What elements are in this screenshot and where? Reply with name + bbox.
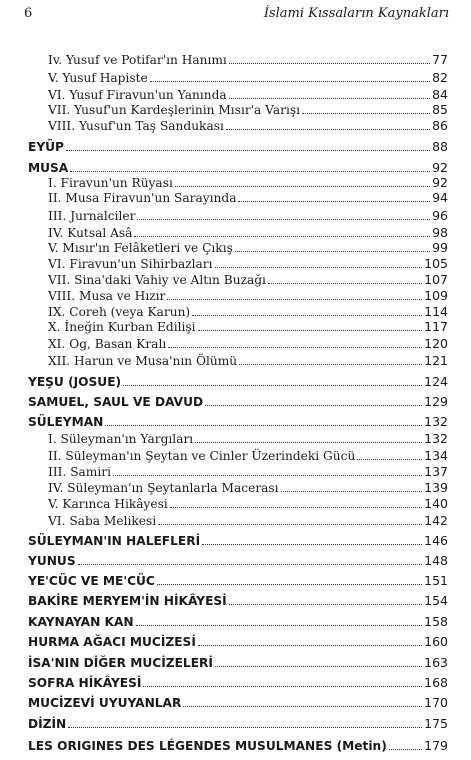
toc-section-entry bbox=[28, 634, 448, 650]
toc-entry-page: 92 bbox=[432, 160, 448, 175]
toc-section-entry bbox=[28, 593, 448, 609]
toc-entry-page: 142 bbox=[424, 513, 448, 528]
dot-leader bbox=[170, 507, 422, 508]
dot-leader bbox=[357, 459, 422, 460]
toc-entry-title: MUSA bbox=[28, 161, 69, 175]
toc-subsection-entry bbox=[28, 175, 448, 191]
toc-entry-page: 132 bbox=[424, 431, 448, 446]
toc-entry-title: I. Firavun'un Rüyası bbox=[48, 176, 173, 190]
dot-leader bbox=[205, 405, 422, 406]
toc-entry-title: DİZİN bbox=[28, 717, 67, 731]
toc-subsection-entry bbox=[28, 448, 448, 464]
toc-subsection-entry bbox=[28, 336, 448, 352]
dot-leader bbox=[198, 645, 422, 646]
toc-entry-title: X. İneğin Kurban Edilişi bbox=[48, 320, 196, 334]
dot-leader bbox=[229, 98, 430, 99]
toc-entry-title: I. Süleyman'ın Yargıları bbox=[48, 432, 194, 446]
toc-subsection-entry bbox=[28, 480, 448, 496]
toc-entry-page: 129 bbox=[424, 394, 448, 409]
toc-subsection-entry bbox=[28, 513, 448, 529]
dot-leader bbox=[157, 584, 422, 585]
toc-entry-page: 84 bbox=[432, 87, 448, 102]
dot-leader bbox=[229, 604, 422, 605]
dot-leader bbox=[202, 544, 422, 545]
toc-entry-title: VII. Sina'daki Vahiy ve Altın Buzağı bbox=[48, 273, 266, 287]
toc-entry-title: YEŞU (JOSUE) bbox=[28, 375, 122, 389]
toc-entry-page: 85 bbox=[432, 102, 448, 117]
toc-section-entry bbox=[28, 374, 448, 390]
dot-leader bbox=[183, 706, 422, 707]
dot-leader bbox=[123, 385, 422, 386]
toc-entry-title: SÜLEYMAN bbox=[28, 415, 104, 429]
dot-leader bbox=[70, 171, 430, 172]
toc-entry-page: 107 bbox=[424, 272, 448, 287]
dot-leader bbox=[78, 564, 423, 565]
toc-entry-page: 94 bbox=[432, 190, 448, 205]
toc-section-entry bbox=[28, 695, 448, 711]
toc-entry-title: II. Musa Firavun'un Sarayında bbox=[48, 191, 237, 205]
toc-entry-page: 140 bbox=[424, 496, 448, 511]
toc-entry-page: 158 bbox=[424, 614, 448, 629]
toc-entry-title: VIII. Yusuf'un Taş Sandukası bbox=[48, 119, 224, 133]
toc-entry-title: EYÜP bbox=[28, 140, 64, 154]
dot-leader bbox=[175, 186, 430, 187]
toc-subsection-entry bbox=[28, 70, 448, 86]
toc-entry-title: III. Jurnalciler bbox=[48, 209, 136, 223]
dot-leader bbox=[268, 283, 422, 284]
dot-leader bbox=[167, 299, 422, 300]
dot-leader bbox=[198, 330, 423, 331]
dot-leader bbox=[238, 201, 430, 202]
toc-entry-page: 160 bbox=[424, 634, 448, 649]
dot-leader bbox=[143, 686, 422, 687]
toc-entry-page: 117 bbox=[424, 319, 448, 334]
dot-leader bbox=[136, 625, 423, 626]
toc-entry-title: VII. Yusuf'un Kardeşlerinin Mısır'a Varışı bbox=[48, 103, 300, 117]
toc-entry-title: IV. Kutsal Asâ bbox=[48, 226, 133, 240]
toc-section-entry bbox=[28, 573, 448, 589]
toc-entry-title: Iv. Yusuf ve Potifar'ın Hanımı bbox=[48, 53, 227, 67]
dot-leader bbox=[158, 524, 422, 525]
toc-entry-page: 86 bbox=[432, 118, 448, 133]
toc-entry-title: LES ORIGINES DES LÉGENDES MUSULMANES (Metin) bbox=[28, 739, 387, 753]
toc-subsection-entry bbox=[28, 319, 448, 335]
toc-subsection-entry bbox=[28, 272, 448, 288]
toc-entry-title: VIII. Musa ve Hızır bbox=[48, 289, 166, 303]
toc-entry-title: V. Karınca Hikâyesi bbox=[48, 497, 168, 511]
toc-section-entry bbox=[28, 655, 448, 671]
page-number: 6 bbox=[24, 6, 33, 21]
toc-entry-page: 179 bbox=[424, 738, 448, 753]
toc-entry-page: 105 bbox=[424, 256, 448, 271]
toc-entry-title: YUNUS bbox=[28, 554, 76, 568]
toc-entry-title: V. Yusuf Hapiste bbox=[48, 71, 148, 85]
dot-leader bbox=[68, 727, 422, 728]
toc-entry-page: 132 bbox=[424, 414, 448, 429]
toc-entry-page: 77 bbox=[432, 52, 448, 67]
toc-entry-page: 175 bbox=[424, 716, 448, 731]
toc-subsection-entry bbox=[28, 240, 448, 256]
toc-entry-page: 168 bbox=[424, 675, 448, 690]
toc-entry-page: 114 bbox=[424, 304, 448, 319]
toc-subsection-entry bbox=[28, 102, 448, 118]
toc-section-entry bbox=[28, 394, 448, 410]
toc-section-entry bbox=[28, 160, 448, 176]
toc-entry-title: İSA'NIN DİĞER MUCİZELERİ bbox=[28, 656, 213, 670]
toc-section-entry bbox=[28, 716, 448, 732]
toc-subsection-entry bbox=[28, 304, 448, 320]
toc-subsection-entry bbox=[28, 190, 448, 206]
dot-leader bbox=[192, 315, 422, 316]
toc-entry-page: 170 bbox=[424, 695, 448, 710]
toc-entry-title: MUCİZEVİ UYUYANLAR bbox=[28, 696, 182, 710]
toc-section-entry bbox=[28, 738, 448, 754]
toc-entry-title: SOFRA HİKÂYESİ bbox=[28, 676, 142, 690]
toc-entry-title: VI. Firavun'un Sihirbazları bbox=[48, 257, 213, 271]
dot-leader bbox=[215, 267, 423, 268]
dot-leader bbox=[389, 749, 422, 750]
toc-subsection-entry bbox=[28, 353, 448, 369]
toc-entry-page: 92 bbox=[432, 175, 448, 190]
toc-entry-title: SÜLEYMAN'IN HALEFLERİ bbox=[28, 534, 201, 548]
toc-subsection-entry bbox=[28, 225, 448, 241]
toc-subsection-entry bbox=[28, 464, 448, 480]
page-header bbox=[24, 6, 449, 24]
toc-entry-page: 121 bbox=[424, 353, 448, 368]
toc-entry-title: IV. Süleyman'ın Şeytanlarla Macerası bbox=[48, 481, 279, 495]
dot-leader bbox=[302, 113, 430, 114]
dot-leader bbox=[226, 129, 430, 130]
toc-entry-title: V. Mısır'ın Felâketleri ve Çıkış bbox=[48, 241, 233, 255]
toc-subsection-entry bbox=[28, 208, 448, 224]
dot-leader bbox=[215, 666, 422, 667]
dot-leader bbox=[239, 364, 422, 365]
toc-entry-title: VI. Yusuf Firavun'un Yanında bbox=[48, 88, 227, 102]
toc-subsection-entry bbox=[28, 87, 448, 103]
toc-entry-page: 99 bbox=[432, 240, 448, 255]
running-title: İslami Kıssaların Kaynakları bbox=[263, 6, 449, 21]
toc-entry-page: 139 bbox=[424, 480, 448, 495]
toc-entry-page: 154 bbox=[424, 593, 448, 608]
toc-subsection-entry bbox=[28, 256, 448, 272]
dot-leader bbox=[66, 150, 430, 151]
toc-subsection-entry bbox=[28, 431, 448, 447]
toc-entry-page: 98 bbox=[432, 225, 448, 240]
toc-entry-page: 82 bbox=[432, 70, 448, 85]
dot-leader bbox=[134, 236, 430, 237]
toc-section-entry bbox=[28, 533, 448, 549]
toc-subsection-entry bbox=[28, 52, 448, 68]
toc-entry-title: YE'CÜC VE ME'CÜC bbox=[28, 574, 155, 588]
toc-entry-title: IX. Coreh (veya Karun) bbox=[48, 305, 191, 319]
dot-leader bbox=[281, 491, 423, 492]
toc-section-entry bbox=[28, 614, 448, 630]
toc-subsection-entry bbox=[28, 288, 448, 304]
toc-entry-page: 134 bbox=[424, 448, 448, 463]
dot-leader bbox=[229, 63, 430, 64]
toc-entry-title: HURMA AĞACI MUCİZESİ bbox=[28, 635, 196, 649]
toc-section-entry bbox=[28, 414, 448, 430]
toc-section-entry bbox=[28, 139, 448, 155]
toc-entry-title: KAYNAYAN KAN bbox=[28, 615, 134, 629]
toc-entry-page: 124 bbox=[424, 374, 448, 389]
toc-entry-page: 146 bbox=[424, 533, 448, 548]
toc-entry-page: 163 bbox=[424, 655, 448, 670]
dot-leader bbox=[105, 425, 422, 426]
toc-entry-title: II. Süleyman'ın Şeytan ve Cinler Üzerindeki Gücü bbox=[48, 449, 356, 463]
toc-entry-title: XI. Og, Basan Kralı bbox=[48, 337, 167, 351]
dot-leader bbox=[150, 81, 430, 82]
dot-leader bbox=[235, 251, 430, 252]
toc-entry-page: 137 bbox=[424, 464, 448, 479]
dot-leader bbox=[168, 347, 422, 348]
toc-entry-page: 120 bbox=[424, 336, 448, 351]
toc-entry-title: SAMUEL, SAUL VE DAVUD bbox=[28, 395, 204, 409]
toc-entry-page: 151 bbox=[424, 573, 448, 588]
toc-entry-title: XII. Harun ve Musa'nın Ölümü bbox=[48, 354, 238, 368]
toc-entry-page: 88 bbox=[432, 139, 448, 154]
toc-subsection-entry bbox=[28, 496, 448, 512]
toc-subsection-entry bbox=[28, 118, 448, 134]
dot-leader bbox=[113, 475, 422, 476]
toc-section-entry bbox=[28, 553, 448, 569]
toc-entry-page: 96 bbox=[432, 208, 448, 223]
toc-section-entry bbox=[28, 675, 448, 691]
toc-entry-title: III. Samiri bbox=[48, 465, 111, 479]
toc-entry-title: BAKİRE MERYEM'İN HİKÂYESİ bbox=[28, 594, 227, 608]
toc-entry-title: VI. Saba Melikesi bbox=[48, 514, 157, 528]
dot-leader bbox=[137, 219, 430, 220]
dot-leader bbox=[195, 442, 422, 443]
toc-entry-page: 109 bbox=[424, 288, 448, 303]
toc-entry-page: 148 bbox=[424, 553, 448, 568]
